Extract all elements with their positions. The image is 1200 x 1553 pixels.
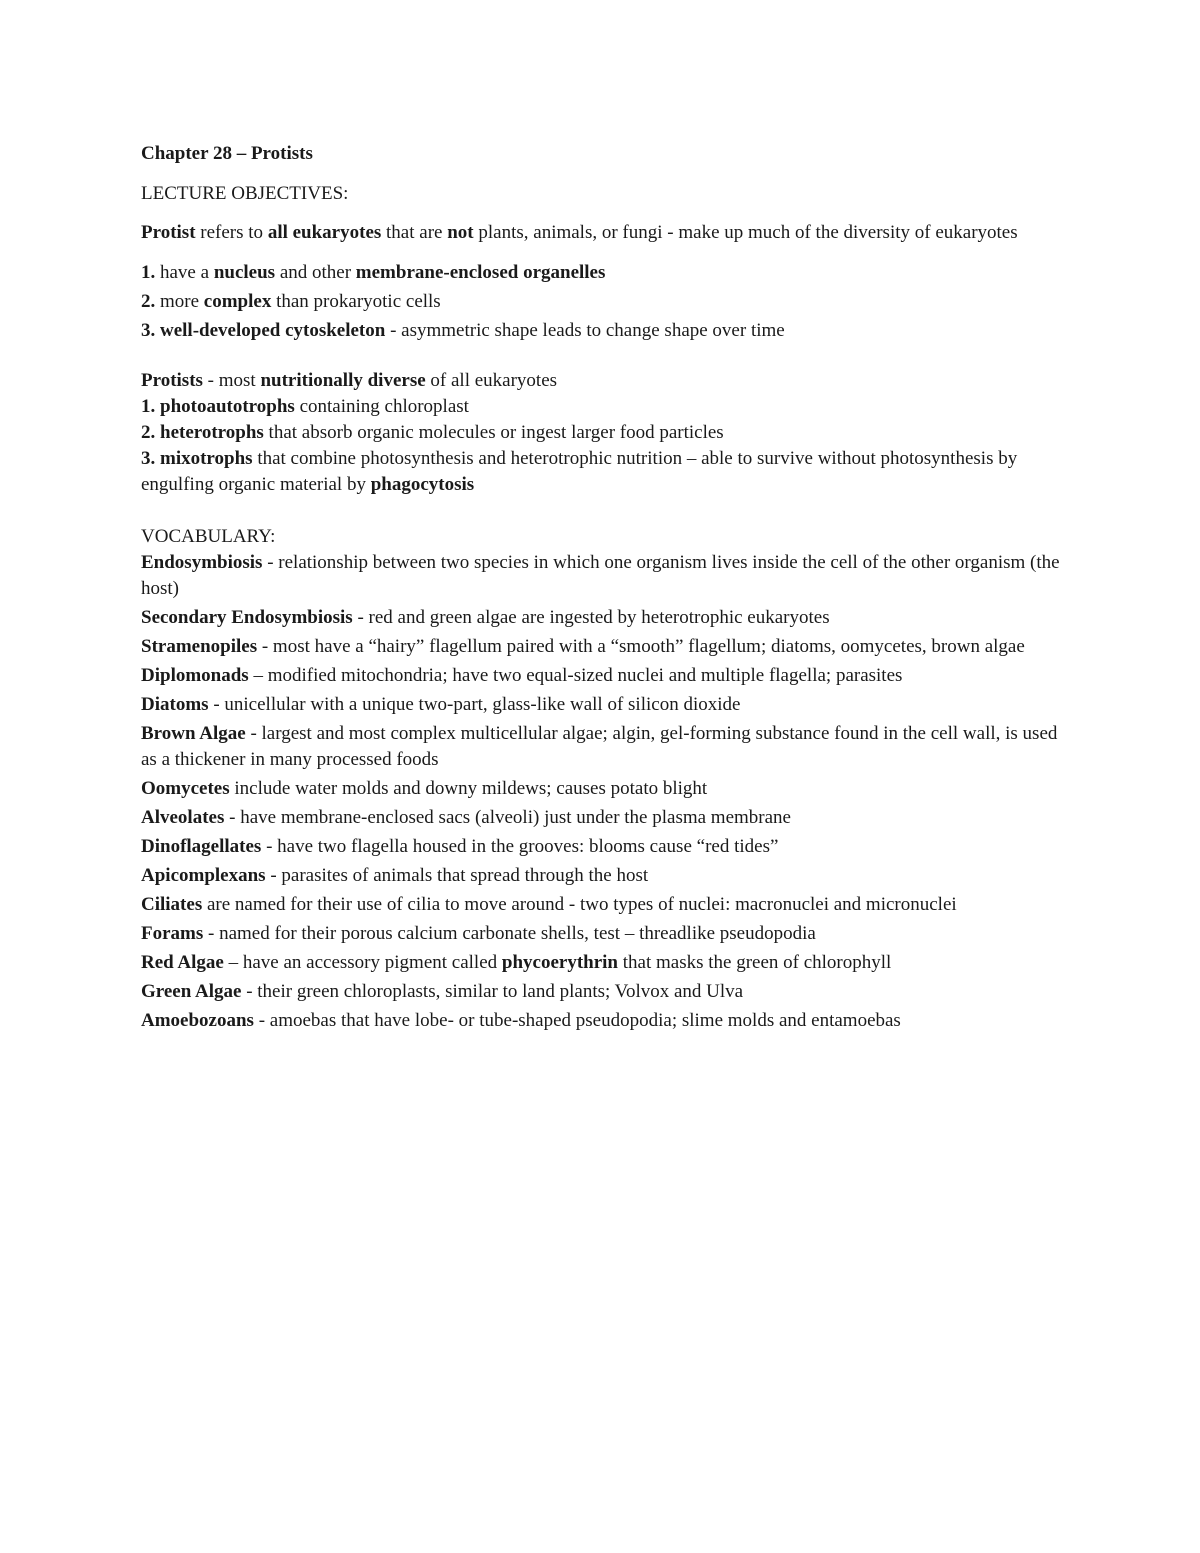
vocab-entry <box>141 605 1061 631</box>
nutrition-intro <box>141 368 1061 394</box>
vocab-term: Brown Algae <box>141 723 246 744</box>
page-title: Chapter 28 – Protists <box>141 143 313 164</box>
vocab-term: Ciliates <box>141 894 203 915</box>
vocab-definition: that masks the green of chlorophyll <box>618 952 892 973</box>
feature-text: more <box>155 291 204 312</box>
nutrition-item-desc: that combine photosynthesis and heterotrophic nutrition – able to survive without photosynthesis by engulfing organic material by <box>141 448 1018 495</box>
vocab-entry <box>141 979 1061 1005</box>
feature-item <box>141 318 1061 344</box>
vocab-term: Diplomonads <box>141 665 249 686</box>
feature-bold: nucleus <box>213 262 276 283</box>
vocab-definition: - have membrane-enclosed sacs (alveoli) just under the plasma membrane <box>224 807 791 828</box>
vocab-term: Stramenopiles <box>141 636 258 657</box>
nutrition-item <box>141 420 1061 446</box>
feature-text: and other <box>275 262 356 283</box>
vocab-term: Endosymbiosis <box>141 552 263 573</box>
vocab-term: Alveolates <box>141 807 225 828</box>
vocab-definition: - amoebas that have lobe- or tube-shaped pseudopodia; slime molds and entamoebas <box>253 1010 901 1031</box>
vocab-entry <box>141 692 1061 718</box>
feature-text: - asymmetric shape leads to change shape over time <box>385 320 785 341</box>
feature-bold: complex <box>203 291 272 312</box>
nutrition-item-term: mixotrophs <box>155 448 253 469</box>
vocab-definition: - relationship between two species in which one organism lives inside the cell of the other organism (the host) <box>141 552 1060 599</box>
vocab-entry <box>141 550 1061 602</box>
nutrition-term: Protists <box>141 370 203 391</box>
vocab-term: Secondary Endosymbiosis <box>141 607 353 628</box>
vocab-definition: - red and green algae are ingested by heterotrophic eukaryotes <box>352 607 830 628</box>
nutrition-number: 2. <box>141 422 156 443</box>
vocab-entry <box>141 950 1061 976</box>
intro-bold-2: not <box>447 222 474 243</box>
intro-text-1: refers to <box>195 222 268 243</box>
vocab-term: Diatoms <box>141 694 209 715</box>
feature-number: 3. <box>141 320 156 341</box>
intro-text-2: that are <box>381 222 448 243</box>
document-page <box>141 141 1061 1037</box>
feature-bold: well-developed cytoskeleton <box>160 320 386 341</box>
nutrition-text: of all eukaryotes <box>425 370 558 391</box>
nutrition-item-term: photoautotrophs <box>155 396 295 417</box>
vocab-entry <box>141 721 1061 773</box>
feature-text: than prokaryotic cells <box>271 291 441 312</box>
vocabulary-list <box>141 550 1061 1034</box>
feature-number: 2. <box>141 291 156 312</box>
vocab-entry <box>141 863 1061 889</box>
vocab-definition: - largest and most complex multicellular algae; algin, gel-forming substance found in the cell wall, is used as a thickener in many processed foods <box>141 723 1058 770</box>
nutrition-item-term: heterotrophs <box>155 422 264 443</box>
vocab-definition: - have two flagella housed in the grooves: blooms cause “red tides” <box>261 836 779 857</box>
vocab-definition: – have an accessory pigment called <box>223 952 502 973</box>
intro-text-3: plants, animals, or fungi - make up much of the diversity of eukaryotes <box>473 222 1018 243</box>
nutrition-text: - most <box>202 370 261 391</box>
vocab-entry <box>141 776 1061 802</box>
feature-bold: membrane-enclosed organelles <box>355 262 606 283</box>
vocab-definition: - most have a “hairy” flagellum paired with a “smooth” flagellum; diatoms, oomycetes, brown algae <box>257 636 1025 657</box>
nutrition-bold: nutritionally diverse <box>260 370 426 391</box>
vocab-term: Amoebozoans <box>141 1010 254 1031</box>
feature-item <box>141 260 1061 286</box>
nutrition-number: 3. <box>141 448 156 469</box>
vocab-entry <box>141 834 1061 860</box>
intro-paragraph <box>141 220 1061 246</box>
intro-bold-1: all eukaryotes <box>267 222 382 243</box>
intro-term: Protist <box>141 222 196 243</box>
vocab-definition: include water molds and downy mildews; causes potato blight <box>229 778 708 799</box>
vocab-definition: - named for their porous calcium carbonate shells, test – threadlike pseudopodia <box>203 923 816 944</box>
vocab-bold: phycoerythrin <box>501 952 618 973</box>
features-list <box>141 260 1061 344</box>
vocab-entry <box>141 1008 1061 1034</box>
vocab-definition: – modified mitochondria; have two equal-sized nuclei and multiple flagella; parasites <box>248 665 903 686</box>
nutrition-item <box>141 394 1061 420</box>
vocab-entry <box>141 892 1061 918</box>
nutrition-item <box>141 446 1061 498</box>
vocab-entry <box>141 663 1061 689</box>
vocab-term: Green Algae <box>141 981 242 1002</box>
vocab-definition: are named for their use of cilia to move around - two types of nuclei: macronuclei and micronuclei <box>202 894 957 915</box>
vocab-term: Forams <box>141 923 204 944</box>
vocabulary-heading: VOCABULARY: <box>141 526 276 547</box>
nutrition-section <box>141 368 1061 498</box>
feature-number: 1. <box>141 262 156 283</box>
vocab-entry <box>141 805 1061 831</box>
objectives-heading: LECTURE OBJECTIVES: <box>141 183 349 204</box>
vocab-entry <box>141 921 1061 947</box>
nutrition-number: 1. <box>141 396 156 417</box>
vocab-entry <box>141 634 1061 660</box>
vocab-term: Red Algae <box>141 952 224 973</box>
vocab-definition: - parasites of animals that spread through the host <box>265 865 649 886</box>
feature-item <box>141 289 1061 315</box>
vocab-definition: - their green chloroplasts, similar to land plants; Volvox and Ulva <box>241 981 744 1002</box>
nutrition-item-bold: phagocytosis <box>370 474 475 495</box>
vocab-definition: - unicellular with a unique two-part, glass-like wall of silicon dioxide <box>208 694 741 715</box>
nutrition-item-desc: that absorb organic molecules or ingest larger food particles <box>263 422 724 443</box>
nutrition-item-desc: containing chloroplast <box>294 396 469 417</box>
vocab-term: Apicomplexans <box>141 865 266 886</box>
feature-text: have a <box>155 262 214 283</box>
vocab-term: Dinoflagellates <box>141 836 262 857</box>
vocab-term: Oomycetes <box>141 778 230 799</box>
